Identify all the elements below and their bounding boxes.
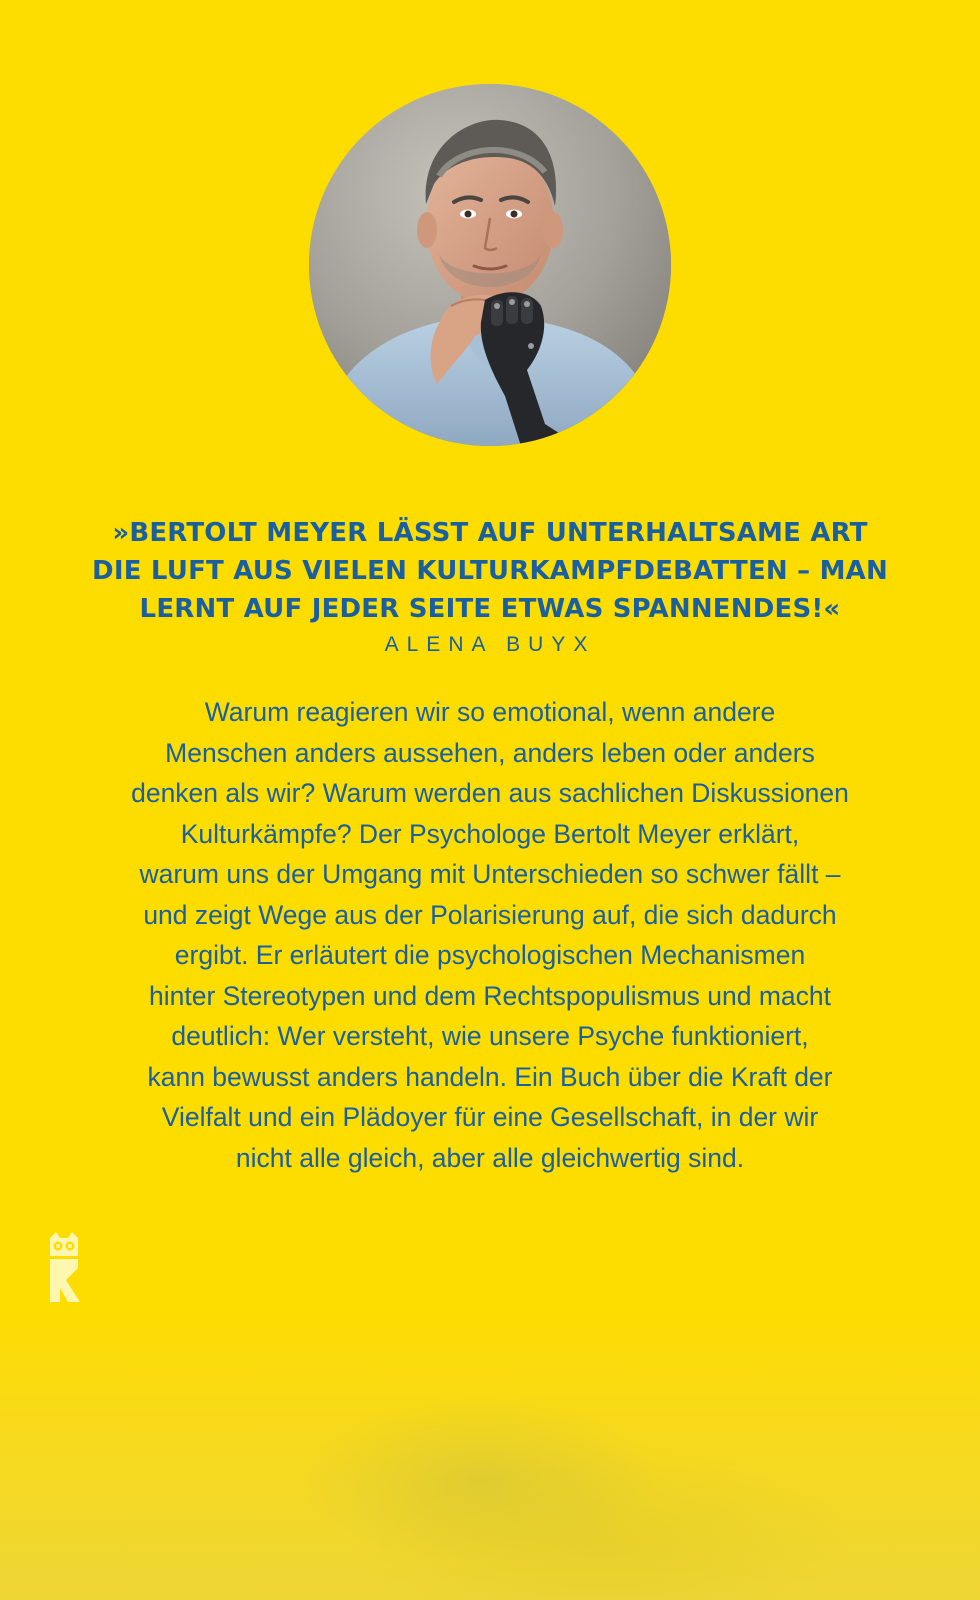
blurred-area	[0, 1310, 980, 1600]
blurb-text	[60, 692, 920, 1178]
blurb-line: warum uns der Umgang mit Unterschieden so schwer fällt –	[139, 859, 841, 889]
blurb-line: kann bewusst anders handeln. Ein Buch über die Kraft der	[147, 1061, 833, 1092]
author-photo-icon	[309, 84, 671, 446]
publisher-logo	[46, 1232, 82, 1302]
author-photo	[309, 84, 671, 446]
blurb-line: hinter Stereotypen und dem Rechtspopulismus und macht	[148, 980, 832, 1011]
blurb-line: nicht alle gleich, aber alle gleichwertig sind.	[235, 1142, 745, 1173]
owl-logo-icon	[46, 1232, 82, 1302]
quote-line: »BERTOLT MEYER LÄSST AUF UNTERHALTSAME ART	[112, 518, 868, 548]
blurb-line: deutlich: Wer versteht, wie unsere Psyche funktioniert,	[171, 1021, 809, 1051]
blurb-line: Warum reagieren wir so emotional, wenn andere	[204, 697, 776, 727]
blurb-line: und zeigt Wege aus der Polarisierung auf, die sich dadurch	[143, 899, 837, 930]
quote-line: LERNT AUF JEDER SEITE ETWAS SPANNENDES!«	[139, 594, 841, 624]
blurb-line: ergibt. Er erläutert die psychologischen Mechanismen	[174, 940, 806, 970]
blurb-line: Kulturkämpfe? Der Psychologe Bertolt Meyer erklärt,	[180, 818, 800, 849]
blurb-line: denken als wir? Warum werden aus sachlichen Diskussionen	[131, 778, 849, 808]
quote-line: DIE LUFT AUS VIELEN KULTURKAMPFDEBATTEN – MAN	[92, 556, 888, 586]
quote-author: ALENA BUYX	[384, 633, 596, 656]
blurb-line: Menschen anders aussehen, anders leben oder anders	[165, 737, 815, 768]
blurb-line: Vielfalt und ein Plädoyer für eine Gesellschaft, in der wir	[161, 1102, 819, 1132]
quote	[60, 514, 920, 628]
